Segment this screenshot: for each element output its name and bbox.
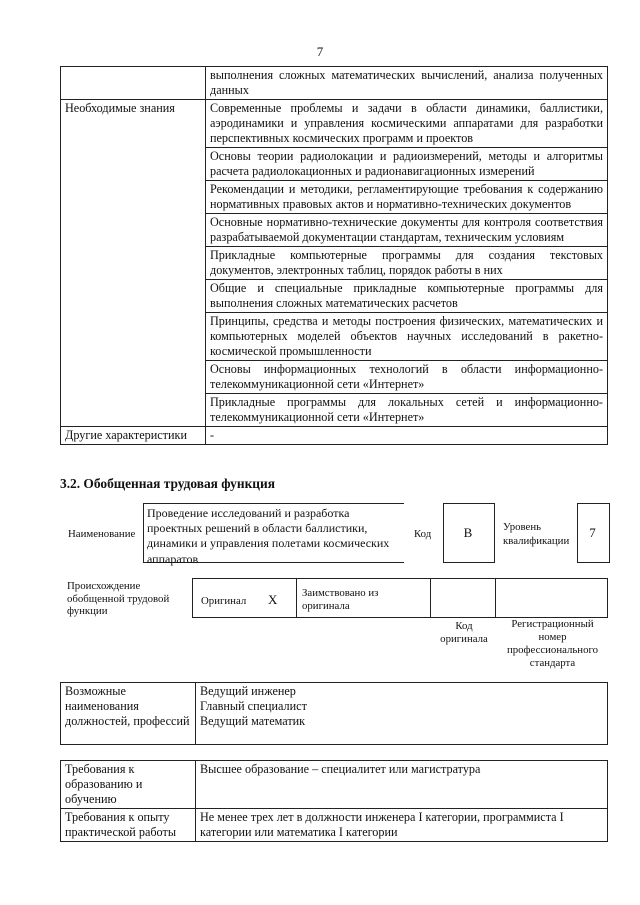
table-row bbox=[61, 761, 608, 809]
positions-label: Возможные наименования должностей, профессий bbox=[61, 683, 196, 745]
positions-values bbox=[196, 683, 608, 745]
other-characteristics-label: Другие характеристики bbox=[61, 427, 206, 445]
qualification-level-label: Уровень квалификации bbox=[503, 521, 570, 547]
borrowed-label: Заимствовано из оригинала bbox=[302, 587, 379, 612]
origin-table bbox=[192, 578, 608, 618]
required-knowledge-label: Необходимые знания bbox=[61, 100, 206, 427]
table-cell: Рекомендации и методики, регламентирующие требования к содержанию нормативных правовых актов и нормативно-технических документов bbox=[206, 181, 608, 214]
page-number: 7 bbox=[316, 44, 324, 59]
reg-number-cell bbox=[496, 579, 608, 618]
empty-label-cell bbox=[61, 67, 206, 100]
origin-label: Происхождение обобщенной трудовой функции bbox=[67, 580, 170, 618]
requirements-table bbox=[60, 760, 608, 842]
education-value: Высшее образование – специалитет или магистратура bbox=[196, 761, 608, 809]
original-mark: X bbox=[268, 592, 278, 607]
table-row bbox=[193, 579, 608, 618]
code-label: Код bbox=[414, 528, 432, 540]
code-original-label: Код оригинала bbox=[440, 620, 488, 645]
code-original-cell bbox=[431, 579, 496, 618]
list-item: Ведущий инженер bbox=[200, 684, 296, 698]
original-cell bbox=[193, 579, 297, 618]
table-cell: Принципы, средства и методы построения физических, математических и компьютерных моделей объектов научных исследований в ракетно-космической промышленности bbox=[206, 313, 608, 361]
knowledge-table bbox=[60, 66, 608, 445]
table-row bbox=[61, 67, 608, 100]
reg-number-label: Регистрационный номер профессионального стандарта bbox=[506, 618, 599, 669]
borrowed-cell bbox=[297, 579, 431, 618]
other-characteristics-value: - bbox=[206, 427, 608, 445]
table-cell: выполнения сложных математических вычислений, анализа полученных данных bbox=[206, 67, 608, 100]
table-cell: Прикладные программы для локальных сетей и информационно-телекоммуникационной сети «Интернет» bbox=[206, 394, 608, 427]
table-cell: Прикладные компьютерные программы для создания текстовых документов, электронных таблиц, порядок работы в них bbox=[206, 247, 608, 280]
code-value: В bbox=[463, 525, 473, 540]
experience-value: Не менее трех лет в должности инженера I категории, программиста I категории или математика I категории bbox=[196, 809, 608, 842]
list-item: Ведущий математик bbox=[200, 714, 306, 728]
table-cell: Общие и специальные прикладные компьютерные программы для выполнения сложных математических расчетов bbox=[206, 280, 608, 313]
table-row bbox=[61, 809, 608, 842]
positions-table bbox=[60, 682, 608, 745]
name-label: Наименование bbox=[68, 528, 136, 540]
list-item: Главный специалист bbox=[200, 699, 307, 713]
experience-label: Требования к опыту практической работы bbox=[61, 809, 196, 842]
table-row bbox=[61, 683, 608, 745]
table-row bbox=[61, 427, 608, 445]
table-cell: Современные проблемы и задачи в области динамики, баллистики, аэродинамики и управления космическими аппаратами для разработки перспективных космических программ и проектов bbox=[206, 100, 608, 148]
table-cell: Основы теории радиолокации и радиоизмерений, методы и алгоритмы расчета радиолокационных и радионавигационных измерений bbox=[206, 148, 608, 181]
education-label: Требования к образованию и обучению bbox=[61, 761, 196, 809]
qualification-level-value: 7 bbox=[589, 525, 596, 540]
table-row bbox=[61, 100, 608, 148]
table-cell: Основные нормативно-технические документы для контроля соответствия разрабатываемой документации стандартам, техническим условиям bbox=[206, 214, 608, 247]
original-label: Оригинал bbox=[201, 595, 247, 607]
table-cell: Основы информационных технологий в области информационно-телекоммуникационной сети «Интернет» bbox=[206, 361, 608, 394]
section-heading: 3.2. Обобщенная трудовая функция bbox=[60, 476, 275, 491]
name-value: Проведение исследований и разработка проектных решений в области баллистики, динамики и управления полетами космических аппаратов bbox=[147, 506, 390, 566]
